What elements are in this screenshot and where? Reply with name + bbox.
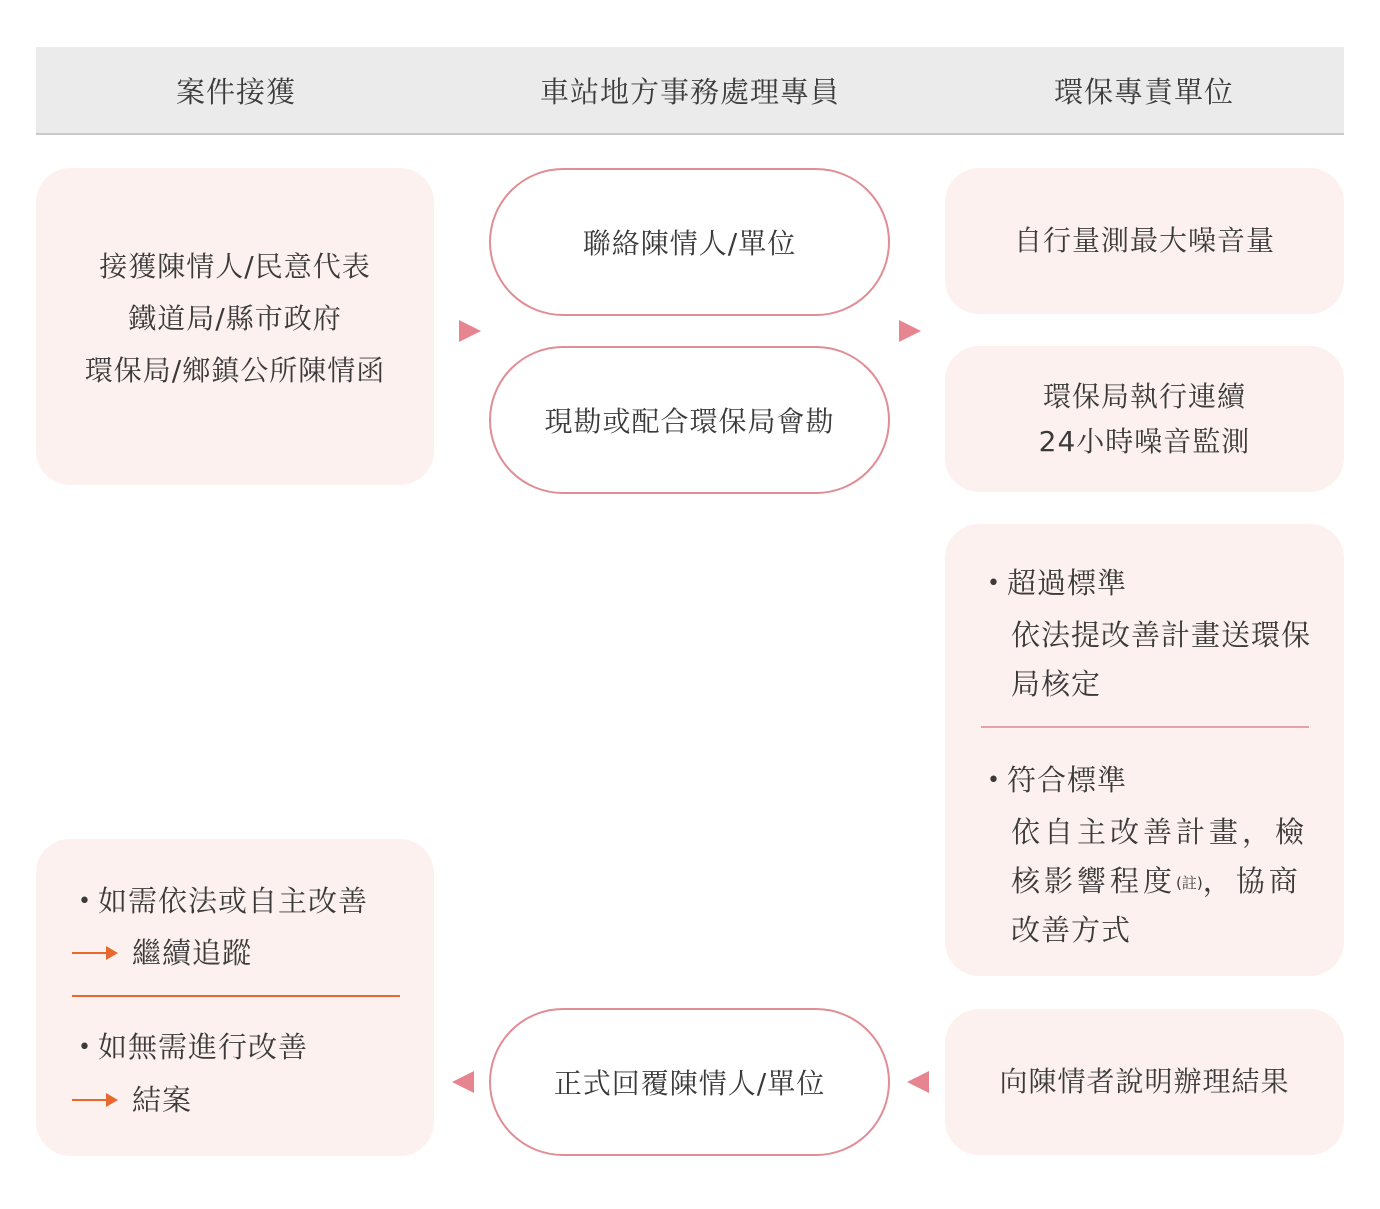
meet-standard-line-2 (1011, 856, 1302, 906)
standards-divider (981, 726, 1309, 728)
bullet-dot-icon: • (987, 571, 1001, 596)
formal-reply-label: 正式回覆陳情人/單位 (553, 1067, 826, 1100)
intake-box (36, 168, 434, 485)
flow-arrow-left-1 (452, 1071, 474, 1093)
arrow-right-icon (72, 1099, 116, 1101)
bullet-dot-icon: • (987, 768, 1001, 793)
intake-line-1: 接獲陳情人/民意代表 (99, 249, 371, 283)
no-improve-result: 結案 (132, 1083, 193, 1117)
monitoring-line-2: 24小時噪音監測 (1038, 425, 1251, 458)
meet-standard-line-2a: 核影響程度 (1011, 864, 1177, 898)
site-inspection-node (489, 346, 890, 494)
exceed-standard-title (987, 558, 1127, 612)
improve-title-text: 如需依法或自主改善 (97, 884, 368, 918)
column-title-intake: 案件接獲 (175, 75, 296, 109)
flow-arrow-right-2 (899, 320, 921, 342)
improve-title (78, 876, 368, 930)
self-measure-label: 自行量測最大噪音量 (1013, 224, 1275, 257)
meet-standard-title-text: 符合標準 (1006, 763, 1127, 797)
meet-standard-line-1: 依自主改善計畫，檢 (1011, 815, 1309, 849)
self-measure-box (945, 168, 1344, 314)
exceed-standard-line-1: 依法提改善計畫送環保 (1011, 618, 1312, 652)
explain-result-label: 向陳情者說明辦理結果 (999, 1065, 1290, 1098)
bullet-dot-icon: • (78, 1035, 92, 1060)
meet-standard-line-2b: ，協商 (1202, 864, 1302, 898)
contact-petitioner-node (489, 168, 890, 316)
bullet-dot-icon: • (78, 889, 92, 914)
standards-box (945, 524, 1344, 976)
explain-result-box (945, 1009, 1344, 1155)
no-improve-title-text: 如無需進行改善 (97, 1030, 308, 1064)
site-inspection-label: 現勘或配合環保局會勘 (544, 405, 835, 438)
exceed-standard-line-2: 局核定 (1011, 667, 1102, 701)
flow-arrow-left-2 (907, 1071, 929, 1093)
arrow-right-icon (72, 952, 116, 954)
intake-line-2: 鐵道局/縣市政府 (128, 301, 342, 335)
contact-petitioner-label: 聯絡陳情人/單位 (582, 227, 797, 260)
meet-standard-line-3: 改善方式 (1011, 913, 1132, 947)
intake-line-3: 環保局/鄉鎮公所陳情函 (84, 353, 386, 387)
outcome-divider (72, 995, 400, 997)
monitoring-line-1: 環保局執行連續 (1042, 380, 1246, 413)
column-title-env: 環保專責單位 (1053, 75, 1234, 109)
outcome-box (36, 839, 434, 1156)
improve-result: 繼續追蹤 (132, 936, 253, 970)
footnote-marker: (註) (1176, 874, 1203, 892)
flow-arrow-right-1 (459, 320, 481, 342)
no-improve-title (78, 1022, 308, 1076)
formal-reply-node (489, 1008, 890, 1156)
meet-standard-title (987, 755, 1127, 809)
column-title-station: 車站地方事務處理專員 (539, 75, 840, 109)
column-header-bar (36, 47, 1344, 135)
exceed-standard-title-text: 超過標準 (1006, 566, 1127, 600)
monitoring-box (945, 346, 1344, 492)
